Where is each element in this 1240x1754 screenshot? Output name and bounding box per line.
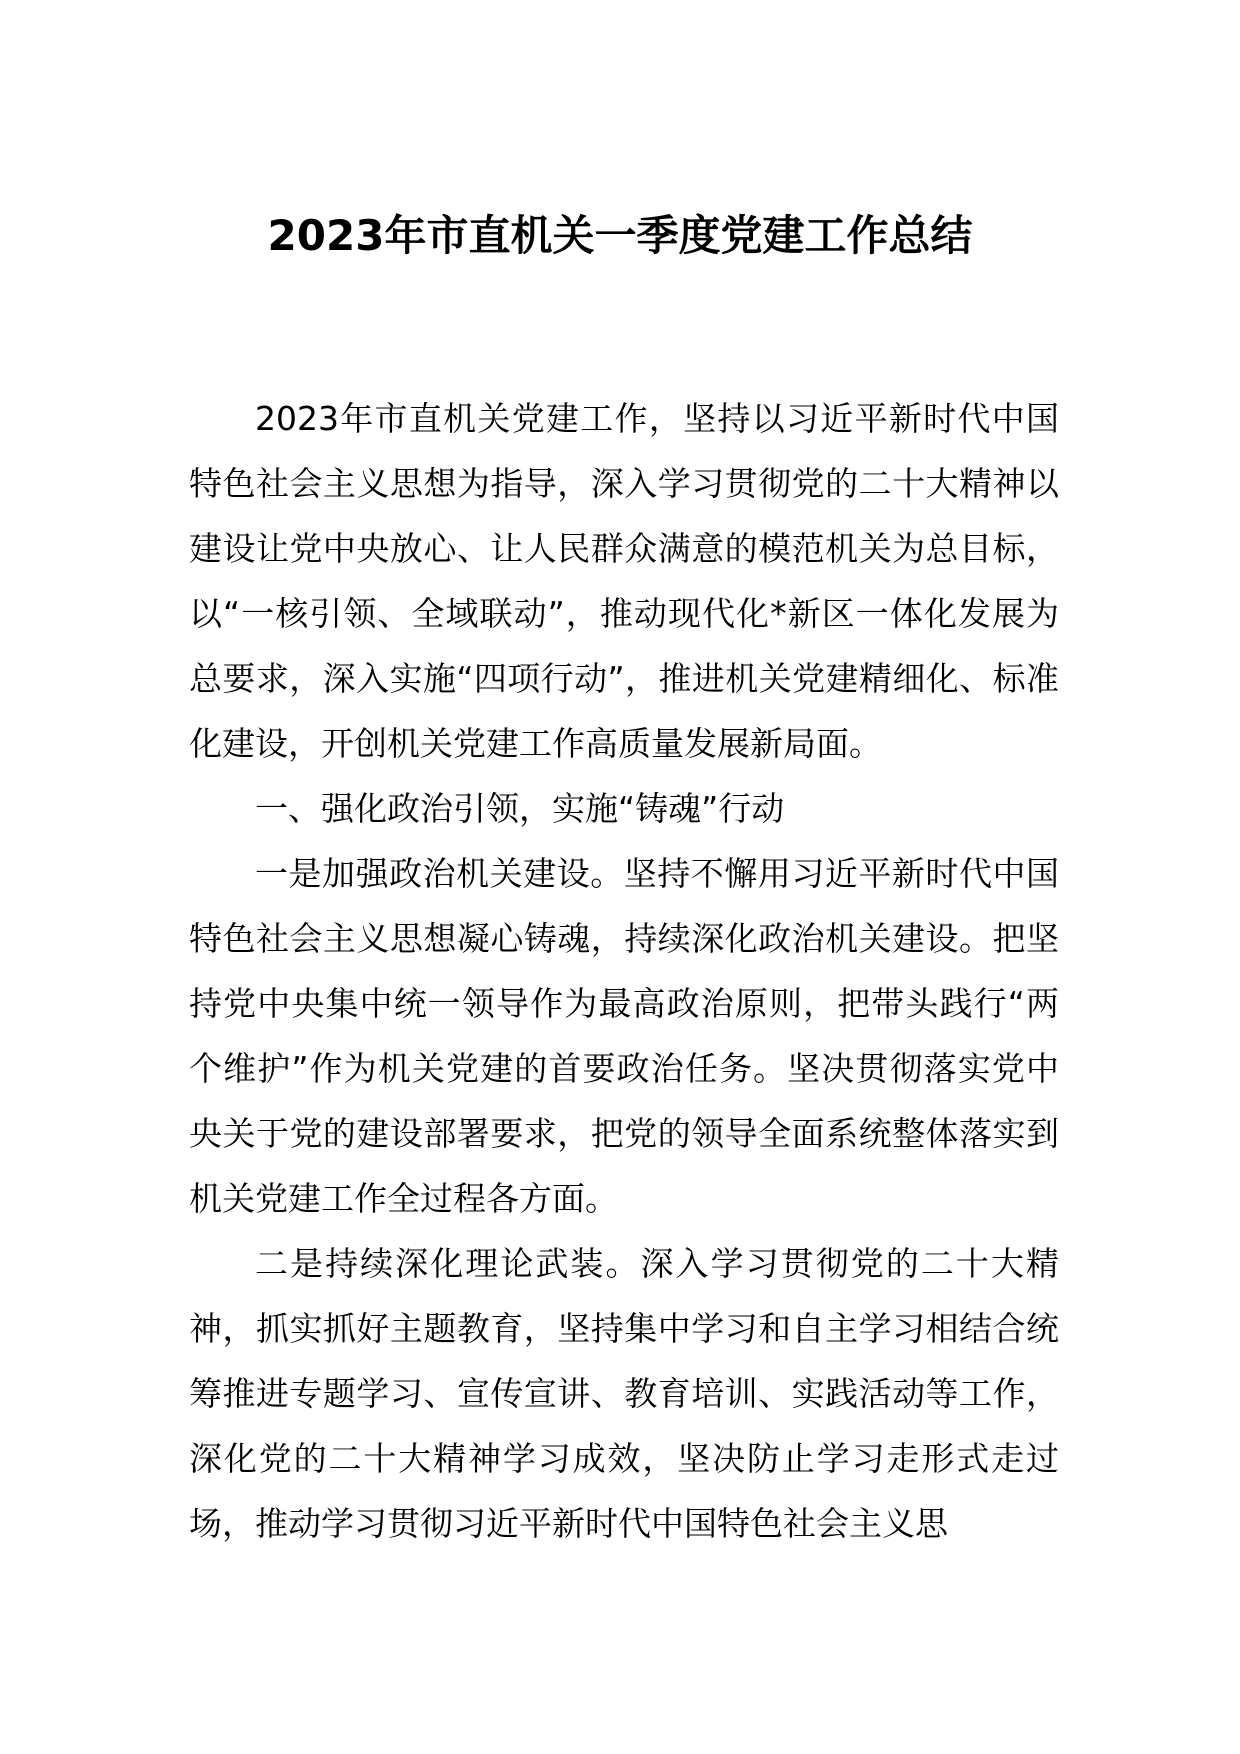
paragraph-theory-arming: 二是持续深化理论武装。深入学习贯彻党的二十大精神，抓实抓好主题教育，坚持集中学习和自主学习相结合统筹推进专题学习、宣传宣讲、教育培训、实践活动等工作，深化党的二十大精神学习成效，坚决防止学习走形式走过场，推动学习贯彻习近平新时代中国特色社会主义思	[189, 1244, 1059, 1543]
paragraph-political-building: 一是加强政治机关建设。坚持不懈用习近平新时代中国特色社会主义思想凝心铸魂，持续深化政治机关建设。把坚持党中央集中统一领导作为最高政治原则，把带头践行“两个维护”作为机关党建的首要政治任务。坚决贯彻落实党中央关于党的建设部署要求，把党的领导全面系统整体落实到机关党建工作全过程各方面。	[189, 854, 1059, 1218]
paragraph-intro: 2023年市直机关党建工作，坚持以习近平新时代中国特色社会主义思想为指导，深入学习贯彻党的二十大精神以建设让党中央放心、让人民群众满意的模范机关为总目标，以“一核引领、全域联动”，推动现代化*新区一体化发展为总要求，深入实施“四项行动”，推进机关党建精细化、标准化建设，开创机关党建工作高质量发展新局面。	[189, 399, 1059, 763]
document-title: 2023年市直机关一季度党建工作总结	[267, 211, 973, 260]
document-body	[189, 386, 1059, 1556]
section-heading-1: 一、强化政治引领，实施“铸魂”行动	[255, 789, 785, 828]
